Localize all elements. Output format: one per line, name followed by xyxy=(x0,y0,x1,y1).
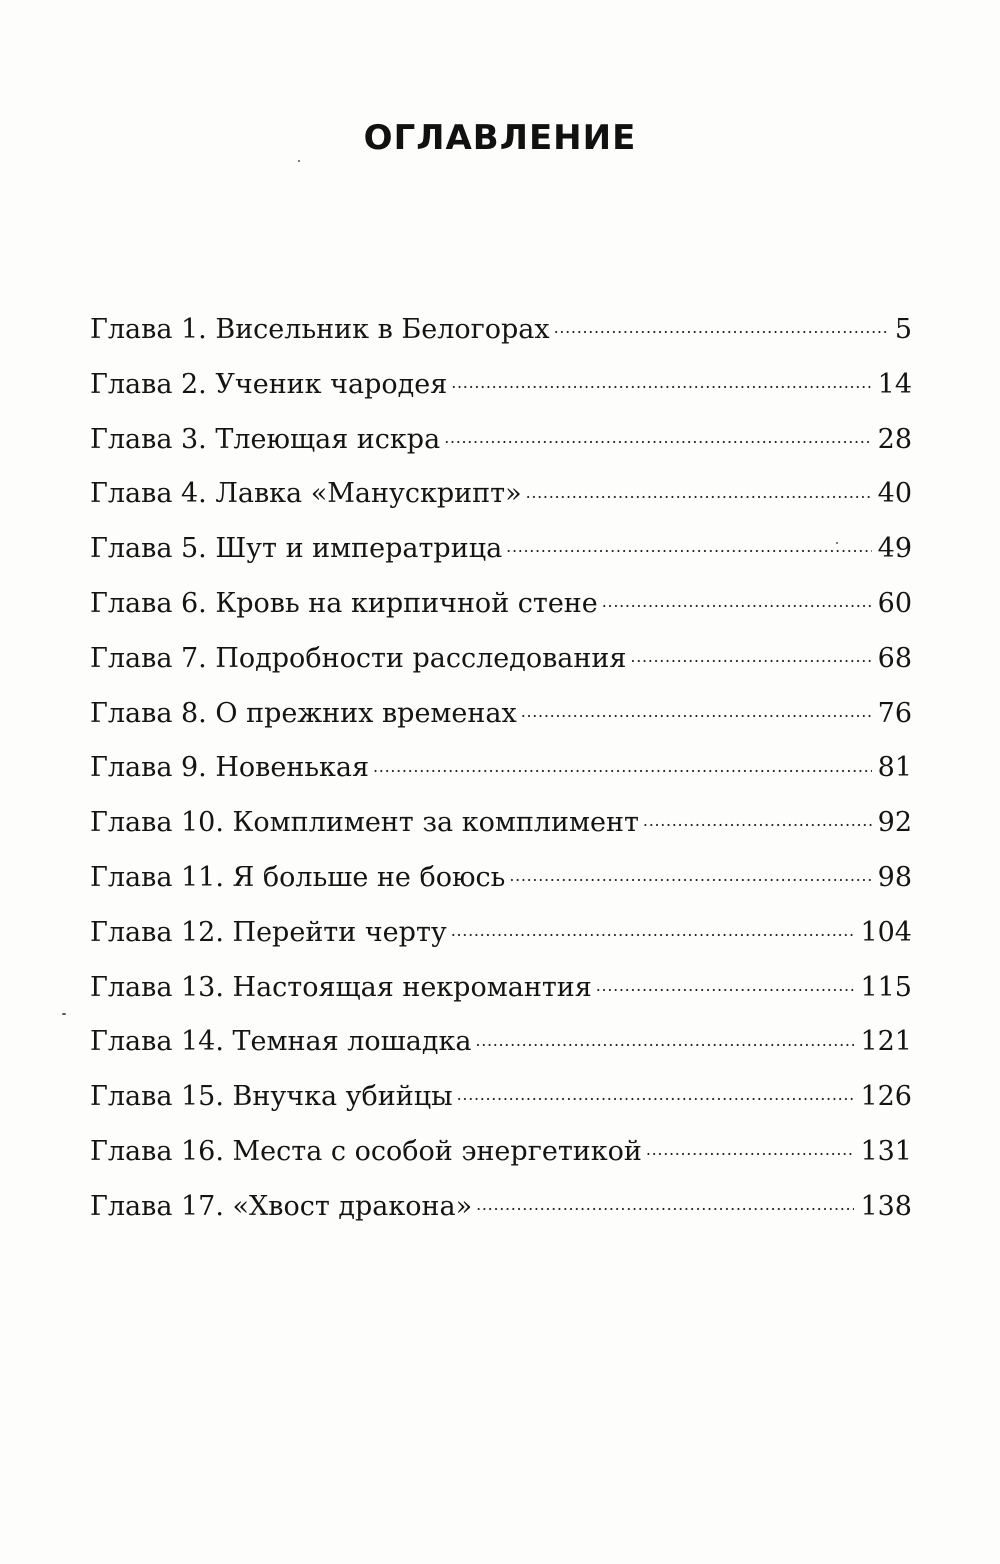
toc-entry xyxy=(90,749,912,804)
toc-entry-title: Глава 8. О прежних временах xyxy=(90,697,517,729)
print-speck xyxy=(62,1013,66,1015)
toc-entry-page-number: 138 xyxy=(860,1190,912,1222)
dot-leader xyxy=(475,1023,854,1050)
print-speck xyxy=(298,160,300,162)
toc-entry-title: Глава 16. Места с особой энергетикой xyxy=(90,1135,642,1167)
dot-leader xyxy=(643,804,872,831)
toc-entry xyxy=(90,640,912,695)
toc-entry xyxy=(90,969,912,1024)
toc-entry-title: Глава 12. Перейти черту xyxy=(90,916,447,948)
toc-entry xyxy=(90,914,912,969)
toc-entry-title: Глава 4. Лавка «Манускрипт» xyxy=(90,478,522,510)
toc-entry-page-number: 49 xyxy=(877,533,912,565)
toc-entry-page-number: 104 xyxy=(860,916,912,948)
toc-entry-title: Глава 6. Кровь на кирпичной стене xyxy=(90,587,598,619)
toc-entry xyxy=(90,1078,912,1133)
dot-leader xyxy=(509,859,871,886)
toc-entry xyxy=(90,695,912,750)
toc-entry-title: Глава 17. «Хвост дракона» xyxy=(90,1190,473,1222)
toc-entry xyxy=(90,530,912,585)
dot-leader xyxy=(506,530,871,557)
toc-entry-page-number: 121 xyxy=(860,1026,912,1058)
toc-entry-page-number: 126 xyxy=(860,1081,912,1113)
toc-entry xyxy=(90,475,912,530)
toc-entry-page-number: 81 xyxy=(877,752,912,784)
toc-entry xyxy=(90,311,912,366)
toc-entry xyxy=(90,585,912,640)
toc-entry-title: Глава 2. Ученик чародея xyxy=(90,368,448,400)
toc-entry xyxy=(90,1023,912,1078)
dot-leader xyxy=(373,749,872,776)
dot-leader xyxy=(451,366,871,393)
toc-entry-page-number: 92 xyxy=(877,807,912,839)
toc-entry-title: Глава 5. Шут и императрица xyxy=(90,533,503,565)
dot-leader xyxy=(630,640,871,667)
toc-entry-title: Глава 9. Новенькая xyxy=(90,752,370,784)
toc-entry-title: Глава 15. Внучка убийцы xyxy=(90,1081,453,1113)
toc-entry xyxy=(90,804,912,859)
toc-entry-page-number: 131 xyxy=(860,1135,912,1167)
toc-entry xyxy=(90,1133,912,1188)
toc-entry-page-number: 14 xyxy=(877,368,912,400)
toc-entry-title: Глава 13. Настоящая некромантия xyxy=(90,971,592,1003)
toc-entry xyxy=(90,421,912,476)
dot-leader xyxy=(602,585,872,612)
toc-entry xyxy=(90,366,912,421)
toc-entry-page-number: 115 xyxy=(860,971,912,1003)
print-speck xyxy=(836,542,838,544)
dot-leader xyxy=(444,421,871,448)
toc-entry-title: Глава 1. Висельник в Белогорах xyxy=(90,314,550,345)
dot-leader xyxy=(451,914,855,941)
dot-leader xyxy=(526,475,872,502)
toc-entry-page-number: 40 xyxy=(877,478,912,510)
toc-entry-page-number: 98 xyxy=(877,861,912,893)
toc-entry-title: Глава 7. Подробности расследования xyxy=(90,642,627,674)
toc-entry-title: Глава 11. Я больше не боюсь xyxy=(90,861,506,893)
dot-leader xyxy=(554,311,889,338)
toc-entry-page-number: 68 xyxy=(877,642,912,674)
toc-entry-title: Глава 3. Тлеющая искра xyxy=(90,423,441,455)
toc-entry-title: Глава 14. Темная лошадка xyxy=(90,1026,472,1058)
toc-entry-title: Глава 10. Комплимент за комплимент xyxy=(90,807,639,839)
table-of-contents xyxy=(90,311,912,1243)
toc-entry-page-number: 28 xyxy=(877,423,912,455)
toc-entry xyxy=(90,1188,912,1243)
page-title: ОГЛАВЛЕНИЕ xyxy=(363,118,637,158)
dot-leader xyxy=(596,969,855,996)
dot-leader xyxy=(476,1188,854,1215)
toc-entry-page-number: 5 xyxy=(894,314,912,345)
toc-entry xyxy=(90,859,912,914)
dot-leader xyxy=(646,1133,855,1160)
toc-entry-page-number: 60 xyxy=(877,587,912,619)
dot-leader xyxy=(521,695,872,722)
dot-leader xyxy=(457,1078,855,1105)
toc-entry-page-number: 76 xyxy=(877,697,912,729)
